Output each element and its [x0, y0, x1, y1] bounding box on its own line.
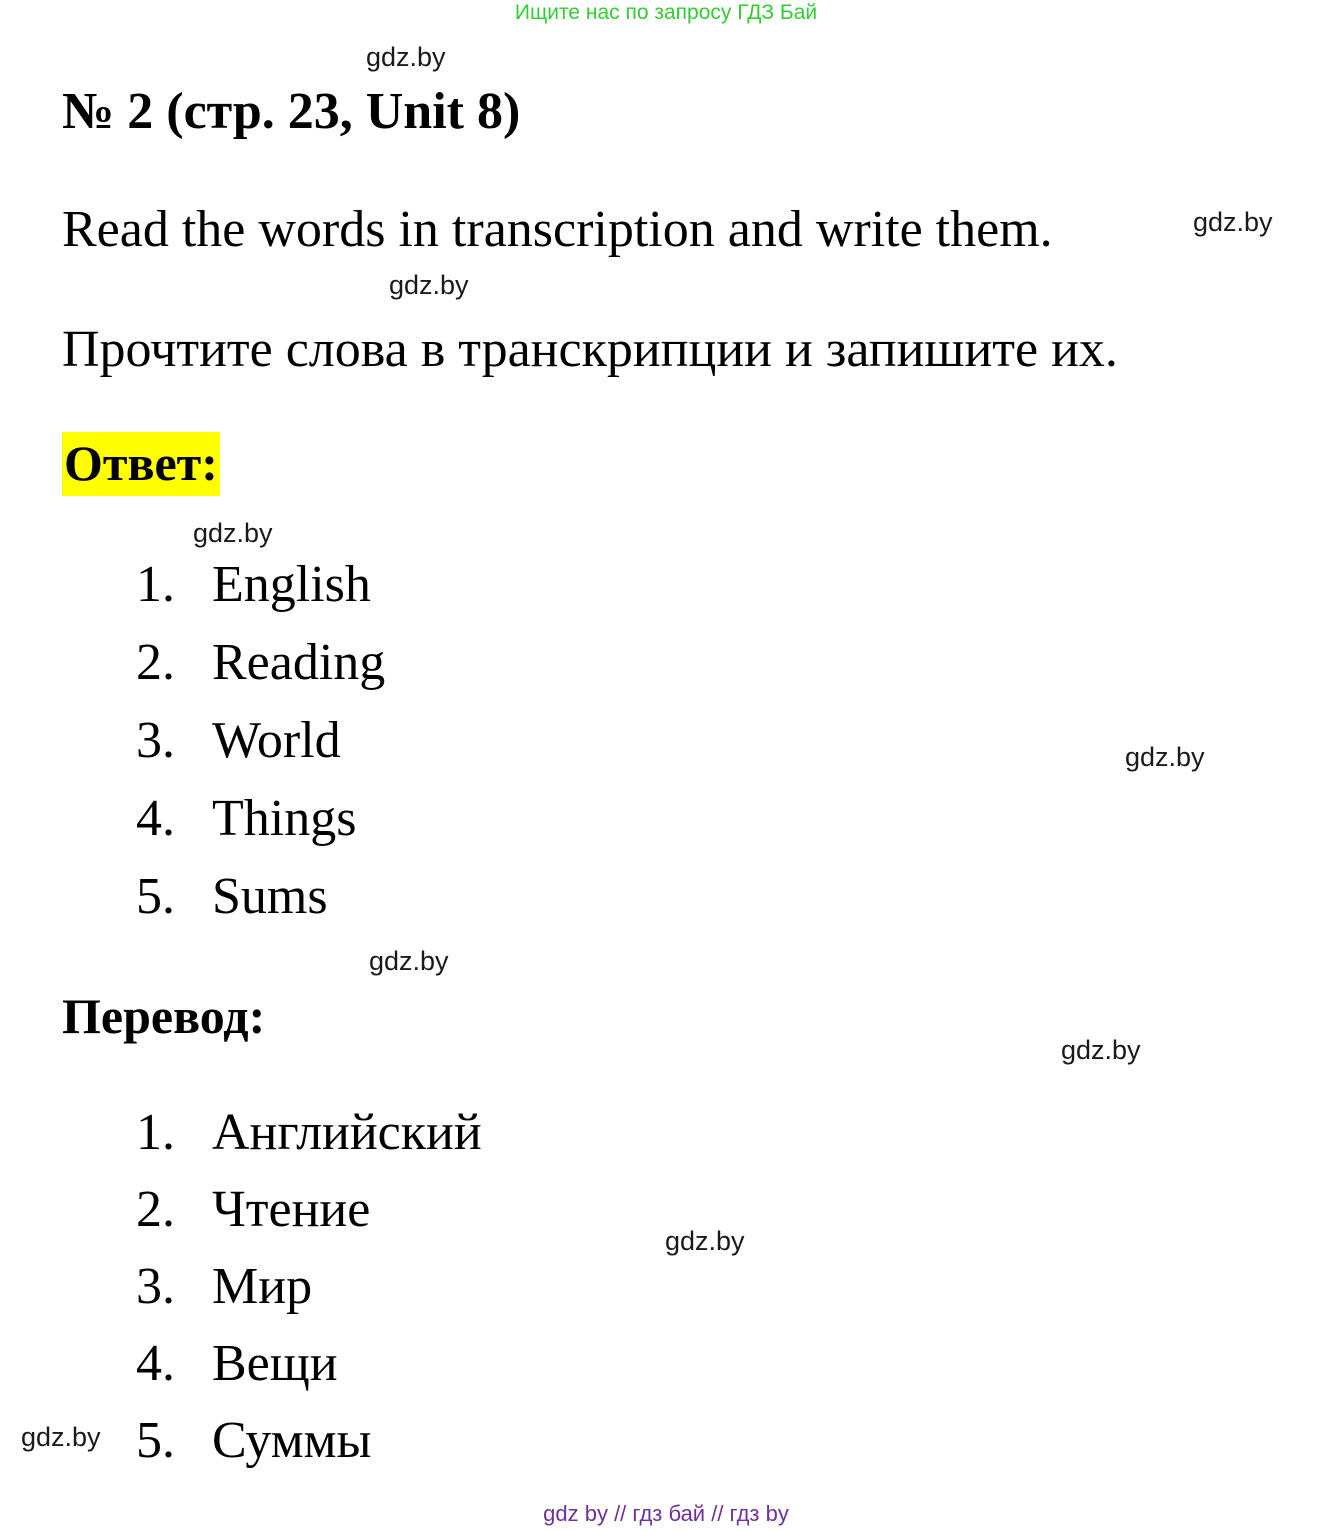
list-item: [136, 555, 371, 615]
item-text: Reading: [212, 634, 386, 691]
item-number: 4.: [136, 1335, 175, 1392]
list-item: [136, 1257, 312, 1317]
watermark: gdz.by: [366, 42, 446, 72]
watermark: gdz.by: [1125, 742, 1205, 772]
item-text: Sums: [212, 868, 328, 925]
footer-links[interactable]: gdz by // гдз бай // гдз by: [543, 1501, 789, 1526]
item-number: 1.: [136, 1104, 175, 1161]
item-text: Английский: [212, 1104, 482, 1161]
list-item: [136, 1180, 370, 1240]
item-number: 5.: [136, 1412, 175, 1469]
item-number: 2.: [136, 1181, 175, 1238]
list-item: [136, 867, 328, 927]
list-item: [136, 711, 341, 771]
top-banner: Ищите нас по запросу ГДЗ Бай: [514, 1, 818, 24]
item-text: Вещи: [212, 1335, 338, 1392]
list-item: [136, 633, 385, 693]
item-number: 3.: [136, 1258, 175, 1315]
translation-label: Перевод:: [62, 988, 266, 1044]
item-number: 3.: [136, 712, 175, 769]
item-number: 5.: [136, 868, 175, 925]
item-text: Суммы: [212, 1412, 372, 1469]
item-number: 1.: [136, 556, 175, 613]
list-item: [136, 1411, 371, 1471]
exercise-title: № 2 (стр. 23, Unit 8): [62, 83, 521, 140]
answer-label: Ответ:: [62, 432, 220, 496]
item-text: Things: [212, 790, 357, 847]
item-number: 2.: [136, 634, 175, 691]
watermark: gdz.by: [21, 1422, 101, 1452]
item-text: Чтение: [212, 1181, 371, 1238]
item-text: Мир: [212, 1258, 313, 1315]
list-item: [136, 1103, 482, 1163]
list-item: [136, 789, 356, 849]
watermark: gdz.by: [665, 1226, 745, 1256]
item-text: English: [212, 556, 371, 613]
watermark: gdz.by: [389, 270, 469, 300]
watermark: gdz.by: [369, 946, 449, 976]
watermark: gdz.by: [193, 518, 273, 548]
instruction-russian: Прочтите слова в транскрипции и запишите их.: [62, 321, 1118, 378]
list-item: [136, 1334, 338, 1394]
instruction-english: Read the words in transcription and write them.: [62, 201, 1053, 258]
watermark: gdz.by: [1193, 207, 1273, 237]
item-text: World: [212, 712, 341, 769]
item-number: 4.: [136, 790, 175, 847]
watermark: gdz.by: [1061, 1035, 1141, 1065]
